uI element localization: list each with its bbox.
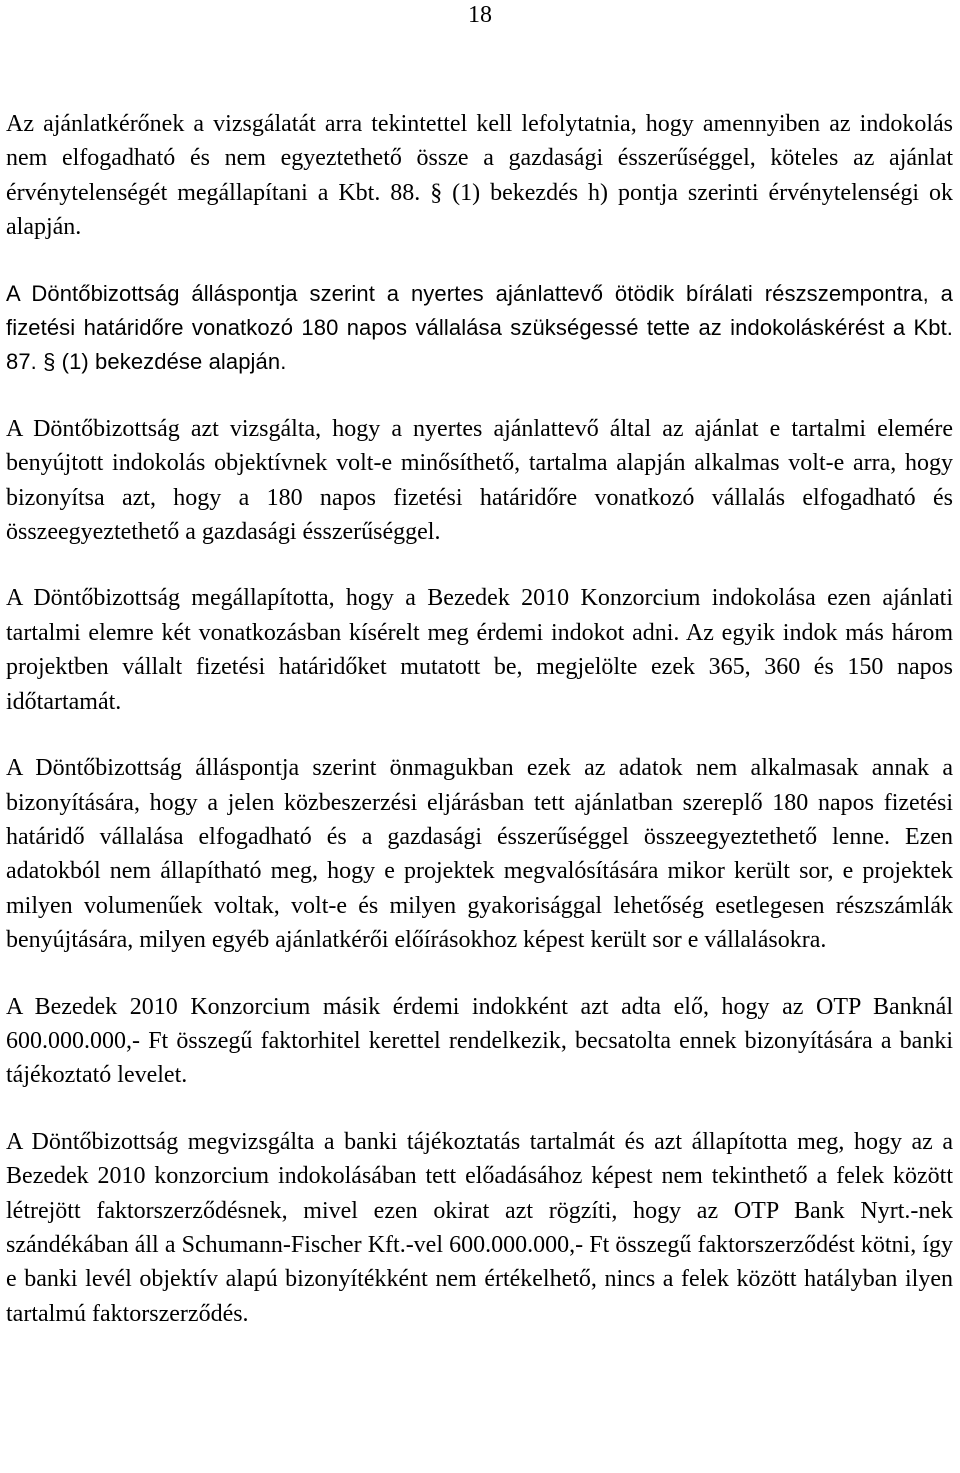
paragraph-1: Az ajánlatkérőnek a vizsgálatát arra tekintettel kell lefolytatnia, hogy amennyiben az indokolás nem elfogadható és nem egyeztethető össze a gazdasági ésszerűséggel, köteles az ajánlat érvénytelenségét megállapítani a Kbt. 88. § (1) bekezdés h) pontja szerinti érvénytelenségi ok alapján.: [6, 111, 953, 241]
document-body: [6, 107, 953, 1363]
paragraph-2: A Döntőbizottság álláspontja szerint a nyertes ajánlattevő ötödik bírálati részszempontra, a fizetési határidőre vonatkozó 180 napos vállalása szükségessé tette az indokoláskérést a Kbt. 87. § (1) bekezdése alapján.: [6, 280, 953, 375]
paragraph-4: A Döntőbizottság megállapította, hogy a Bezedek 2010 Konzorcium indokolása ezen ajánlati tartalmi elemre két vonatkozásban kísérelt meg érdemi indokot adni. Az egyik indok más három projektben vállalt fizetési határidőket mutatott be, megjelölte ezek 365, 360 és 150 napos időtartamát.: [6, 585, 953, 715]
paragraph-7: A Döntőbizottság megvizsgálta a banki tájékoztatás tartalmát és azt állapította meg, hogy az a Bezedek 2010 konzorcium indokolásában tett előadásához képest nem tekinthető a felek között létrejött faktorszerződésnek, mivel ezen okirat azt rögzíti, hogy az OTP Bank Nyrt.-nek szándékában áll a Schumann-Fischer Kft.-vel 600.000.000,- Ft összegű faktorszerződést kötni, így e banki levél objektív alapú bizonyítékként nem értékelhető, nincs a felek között hatályban ilyen tartalmú faktorszerződés.: [6, 1128, 953, 1327]
paragraph-3: A Döntőbizottság azt vizsgálta, hogy a nyertes ajánlattevő által az ajánlat e tartalmi elemére benyújtott indokolás objektívnek volt-e minősíthető, tartalma alapján alkalmas volt-e arra, hogy bizonyítsa azt, hogy a 180 napos fizetési határidőre vonatkozó vállalás elfogadható és összeegyeztethető a gazdasági ésszerűséggel.: [6, 415, 953, 546]
paragraph-5: A Döntőbizottság álláspontja szerint önmagukban ezek az adatok nem alkalmasak annak a bizonyítására, hogy a jelen közbeszerzési eljárásban tett ajánlatban szereplő 180 napos fizetési határidő vállalása elfogadható és a gazdasági ésszerűséggel összeegyeztethető lenne. Ezen adatokból nem állapítható meg, hogy e projektek megvalósítására mikor került sor, e projektek milyen volumenűek voltak, volt-e és milyen gyakorisággal lehetőség esetlegesen részszámlák benyújtására, milyen egyéb ajánlatkérői előírásokhoz képest került sor e vállalásokra.: [6, 755, 953, 954]
paragraph-6: A Bezedek 2010 Konzorcium másik érdemi indokként azt adta elő, hogy az OTP Banknál 600.000.000,- Ft összegű faktorhitel kerettel rendelkezik, becsatolta ennek bizonyítására a banki tájékoztató levelet.: [6, 993, 953, 1089]
page-number: 18: [468, 2, 492, 28]
